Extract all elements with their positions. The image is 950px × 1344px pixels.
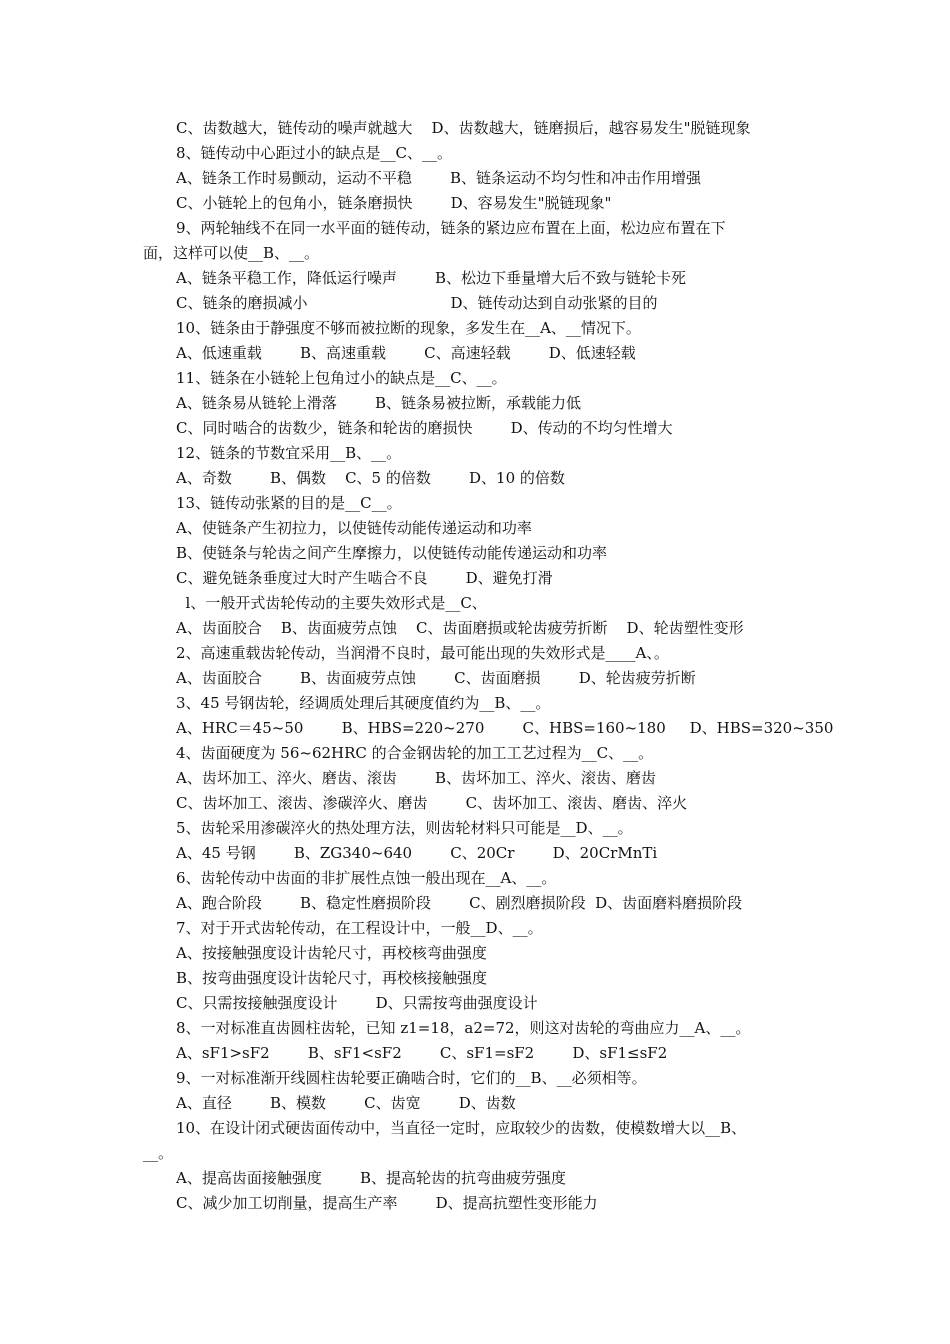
question-line: 2、高速重载齿轮传动，当润滑不良时，最可能出现的失效形式是____A、。	[176, 644, 669, 662]
question-line: 6、齿轮传动中齿面的非扩展性点蚀一般出现在__A、__。	[176, 869, 557, 887]
option-line: A、链条平稳工作，降低运行噪声 B、松边下垂量增大后不致与链轮卡死	[176, 269, 687, 287]
question-line: 13、链传动张紧的目的是__C__。	[176, 494, 402, 512]
question-line-continued: 面，这样可以使__B、__。	[143, 244, 320, 262]
option-line: A、齿面胶合 B、齿面疲劳点蚀 C、齿面磨损 D、轮齿疲劳折断	[176, 669, 696, 687]
question-line: 8、链传动中心距过小的缺点是__C、__。	[176, 144, 453, 162]
text-line: C、齿数越大，链传动的噪声就越大 D、齿数越大，链磨损后，越容易发生"脱链现象	[176, 119, 751, 137]
question-line: 10、链条由于静强度不够而被拉断的现象，多发生在__A、__情况下。	[176, 319, 641, 337]
question-line: 11、链条在小链轮上包角过小的缺点是__C、__。	[176, 369, 507, 387]
question-line: 8、一对标准直齿圆柱齿轮，已知 z1=18，a2=72，则这对齿轮的弯曲应力__A、__。	[176, 1019, 751, 1037]
option-line: A、齿面胶合 B、齿面疲劳点蚀 C、齿面磨损或轮齿疲劳折断 D、轮齿塑性变形	[176, 619, 744, 637]
option-line: A、使链条产生初拉力，以使链传动能传递运动和功率	[176, 519, 532, 537]
question-line: l、一般开式齿轮传动的主要失效形式是__C、	[176, 594, 487, 612]
question-line-continued: __。	[143, 1144, 174, 1162]
option-line: A、sF1>sF2 B、sF1<sF2 C、sF1=sF2 D、sF1≤sF2	[176, 1044, 668, 1062]
option-line: C、减少加工切削量，提高生产率 D、提高抗塑性变形能力	[176, 1194, 598, 1212]
option-line: A、齿坏加工、淬火、磨齿、滚齿 B、齿坏加工、淬火、滚齿、磨齿	[176, 769, 657, 787]
option-line: A、按接触强度设计齿轮尺寸，再校核弯曲强度	[176, 944, 487, 962]
question-line: 3、45 号钢齿轮，经调质处理后其硬度值约为__B、__。	[176, 694, 551, 712]
option-line: C、齿坏加工、滚齿、渗碳淬火、磨齿 C、齿坏加工、滚齿、磨齿、淬火	[176, 794, 688, 812]
question-line: 12、链条的节数宜采用__B、__。	[176, 444, 402, 462]
question-line: 10、在设计闭式硬齿面传动中，当直径一定时，应取较少的齿数，使模数增大以__B、	[176, 1119, 747, 1137]
question-line: 9、一对标准渐开线圆柱齿轮要正确啮合时，它们的__B、__必须相等。	[176, 1069, 647, 1087]
option-line: C、小链轮上的包角小，链条磨损快 D、容易发生"脱链现象"	[176, 194, 612, 212]
option-line: C、避免链条垂度过大时产生啮合不良 D、避免打滑	[176, 569, 553, 587]
option-line: C、链条的磨损减小 D、链传动达到自动张紧的目的	[176, 294, 658, 312]
option-line: A、直径 B、模数 C、齿宽 D、齿数	[176, 1094, 516, 1112]
question-line: 5、齿轮采用渗碳淬火的热处理方法，则齿轮材料只可能是__D、__。	[176, 819, 633, 837]
option-line: A、链条易从链轮上滑落 B、链条易被拉断，承载能力低	[176, 394, 582, 412]
option-line: A、奇数 B、偶数 C、5 的倍数 D、10 的倍数	[176, 469, 565, 487]
option-line: A、提高齿面接触强度 B、提高轮齿的抗弯曲疲劳强度	[176, 1169, 567, 1187]
option-line: C、同时啮合的齿数少，链条和轮齿的磨损快 D、传动的不均匀性增大	[176, 419, 673, 437]
option-line: C、只需按接触强度设计 D、只需按弯曲强度设计	[176, 994, 538, 1012]
option-line: A、链条工作时易颤动，运动不平稳 B、链条运动不均匀性和冲击作用增强	[176, 169, 702, 187]
option-line: A、跑合阶段 B、稳定性磨损阶段 C、剧烈磨损阶段 D、齿面磨料磨损阶段	[176, 894, 743, 912]
question-line: 4、齿面硬度为 56~62HRC 的合金钢齿轮的加工工艺过程为__C、__。	[176, 744, 654, 762]
question-line: 7、对于开式齿轮传动，在工程设计中，一般__D、__。	[176, 919, 543, 937]
option-line: B、使链条与轮齿之间产生摩擦力，以使链传动能传递运动和功率	[176, 544, 608, 562]
option-line: A、45 号钢 B、ZG340~640 C、20Cr D、20CrMnTi	[176, 844, 658, 862]
option-line: B、按弯曲强度设计齿轮尺寸，再校核接触强度	[176, 969, 488, 987]
option-line: A、低速重载 B、高速重载 C、高速轻载 D、低速轻载	[176, 344, 636, 362]
option-line: A、HRC＝45~50 B、HBS=220~270 C、HBS=160~180 D、HBS=320~350	[176, 719, 834, 737]
question-line: 9、两轮轴线不在同一水平面的链传动，链条的紧边应布置在上面，松边应布置在下	[176, 219, 726, 237]
